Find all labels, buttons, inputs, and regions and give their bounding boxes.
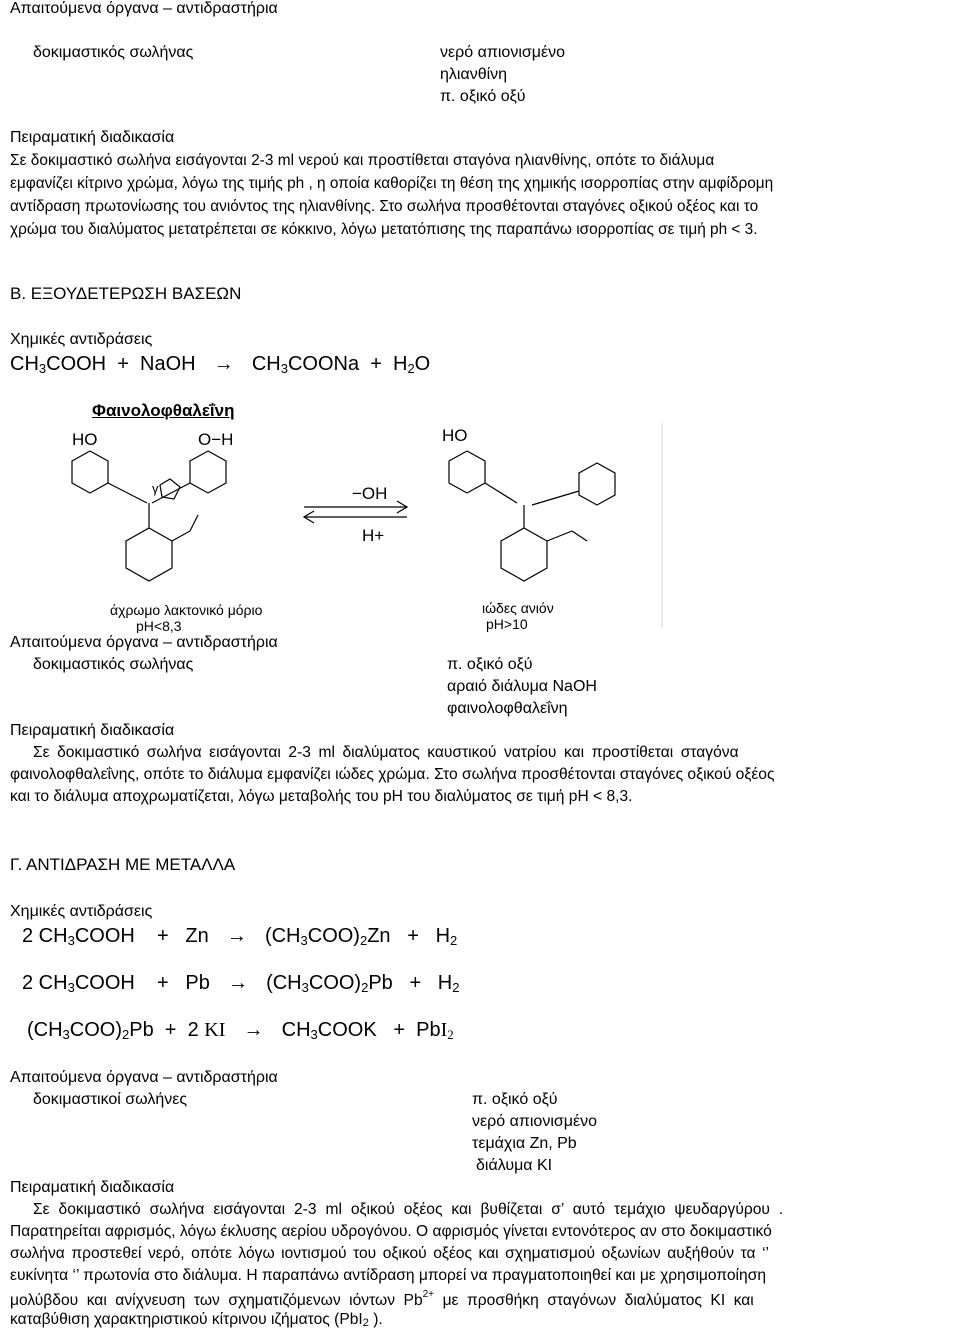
reagent-a-2: π. οξικό οξύ	[440, 88, 526, 105]
right-label-2: pH>10	[486, 616, 528, 632]
procedure-c-line-3: ευκίνητα ‘’ πρωτονία στο διάλυμα. Η παραπάνω αντίδραση μπορεί να πραγματοποιηθεί και με χρησιμοποίηση	[10, 1267, 766, 1284]
equation-neutralization: $CH_3COOH$ + NaOH → $CH_3COONa + H_2O$	[10, 353, 431, 376]
procedure-title-a: Πειραματική διαδικασία	[10, 129, 175, 146]
procedure-c-line-1: Παρατηρείται αφρισμός, λόγω έκλυσης αερίου υδρογόνου. Ο αφρισμός γίνεται εντονότερος αν στο δοκιμαστικό	[10, 1223, 772, 1240]
procedure-title-b: Πειραματική διαδικασία	[10, 722, 175, 739]
reagent-a-0: νερό απιονισμένο	[440, 44, 565, 61]
procedure-a-line-3: χρώμα του διαλύματος μετατρέπεται σε κόκκινο, λόγω μετατόπισης της παραπάνω ισορροπίας σε τιμή ph < 3.	[10, 221, 758, 238]
right-label-1: ιώδες ανιόν	[482, 600, 554, 616]
procedure-c-line-5: καταβύθιση χαρακτηριστικού κίτρινου ιζήματος (PbI$_2$ ).	[10, 1311, 383, 1329]
pb-charge: 2+	[422, 1289, 435, 1300]
left-label-1: άχρωμο λακτονικό μόριο	[110, 602, 263, 618]
procedure-a-line-2: αντίδραση πρωτονίωσης του ανιόντος της ηλιανθίνης. Στο σωλήνα προσθέτονται σταγόνες οξικού οξέος και το	[10, 198, 759, 215]
equipment-tubes-c: δοκιμαστικοί σωλήνες	[33, 1091, 188, 1108]
procedure-c-line-2: σωλήνα προστεθεί νερό, οπότε λόγω ιοντισμού του οξικού οξέος και σχηματισμού οξωνίων αυξήθούν τα ‘’	[10, 1245, 770, 1262]
procedure-c-line-4: μολύβδου και ανίχνευση των σχηματιζόμενων ιόντων $Pb^{2+}$ με προσθήκη σταγόνων διαλύματος KI και	[10, 1289, 754, 1309]
equipment-title-c: Απαιτούμενα όργανα – αντιδραστήρια	[10, 1069, 278, 1086]
equipment-tube-a: δοκιμαστικός σωλήνας	[33, 44, 194, 61]
procedure-c-line-0: Σε δοκιμαστικό σωλήνα εισάγονται 2-3 ml οξικού οξέος και βυθίζεται σ’ αυτό τεμάχιο ψευδαργύρου .	[33, 1201, 784, 1218]
reagent-c-2: τεμάχια Zn, Pb	[472, 1135, 577, 1152]
svg-text:γ: γ	[152, 481, 159, 496]
left-label-2: pH<8,3	[136, 618, 182, 633]
left-oh-label: O−H	[198, 430, 234, 449]
equipment-title-b: Απαιτούμενα όργανα – αντιδραστήρια	[10, 634, 278, 651]
section-b-heading: Β. ΕΞΟΥΔΕΤΕΡΩΣΗ ΒΑΣΕΩΝ	[10, 284, 242, 303]
equation-lead: 2 $CH_3COOH$ + $Pb \to (CH_3COO)_2Pb + H_2$	[22, 972, 460, 995]
procedure-b-line-2: και το διάλυμα αποχρωματίζεται, λόγω μεταβολής του pH του διαλύματος σε τιμή pH < 8,3.	[10, 788, 633, 805]
procedure-a-line-0: Σε δοκιμαστικό σωλήνα εισάγονται 2-3 ml νερού και προστίθεται σταγόνα ηλιανθίνης, οπότε το διάλυμα	[10, 152, 715, 169]
reagent-b-2: φαινολοφθαλεΐνη	[447, 700, 568, 717]
equipment-tube-b: δοκιμαστικός σωλήνας	[33, 656, 194, 673]
reagent-b-0: π. οξικό οξύ	[447, 656, 533, 673]
procedure-b-line-1: φαινολοφθαλεΐνης, οπότε το διάλυμα εμφανίζει ιώδες χρώμα. Στο σωλήνα προσθέτονται σταγόνες οξικού οξέος	[10, 766, 775, 783]
reactions-title-c: Χημικές αντιδράσεις	[10, 903, 153, 920]
arrow-top-label: −OH	[352, 484, 388, 503]
section-c-heading: Γ. ΑΝΤΙΔΡΑΣΗ ΜΕ ΜΕΤΑΛΛΑ	[10, 855, 236, 874]
reagent-a-1: ηλιανθίνη	[440, 66, 508, 83]
equation-zinc: 2 $CH_3COOH$ + $Zn \to (CH_3COO)_2Zn + H_2$	[22, 925, 458, 948]
indicator-title: Φαινολοφθαλεΐνη	[92, 401, 235, 420]
reagent-c-0: π. οξικό οξύ	[472, 1091, 558, 1108]
phenolphthalein-diagram	[12, 423, 667, 633]
reagent-c-3: διάλυμα KI	[476, 1157, 553, 1174]
equation-lead-iodide: $(CH_3COO)_2Pb + 2$ KI → $CH_3COOK + PbI_2$	[27, 1019, 454, 1042]
procedure-a-line-1: εμφανίζει κίτρινο χρώμα, λόγω της τιμής ph , η οποία καθορίζει τη θέση της χημικής ισορροπίας στην αμφίδρομη	[10, 175, 774, 192]
reagent-b-1: αραιό διάλυμα NaOH	[447, 678, 597, 695]
procedure-b-line-0: Σε δοκιμαστικό σωλήνα εισάγονται 2-3 ml διαλύματος καυστικού νατρίου και προστίθεται σταγόνα	[33, 744, 739, 761]
reagent-c-1: νερό απιονισμένο	[472, 1113, 597, 1130]
right-ho-label: HO	[442, 426, 468, 445]
arrow-bottom-label: H+	[362, 526, 385, 545]
reactions-title-b: Χημικές αντιδράσεις	[10, 331, 153, 348]
equipment-title-a: Απαιτούμενα όργανα – αντιδραστήρια	[10, 0, 278, 17]
procedure-title-c: Πειραματική διαδικασία	[10, 1179, 175, 1196]
left-ho-label: HO	[72, 430, 98, 449]
